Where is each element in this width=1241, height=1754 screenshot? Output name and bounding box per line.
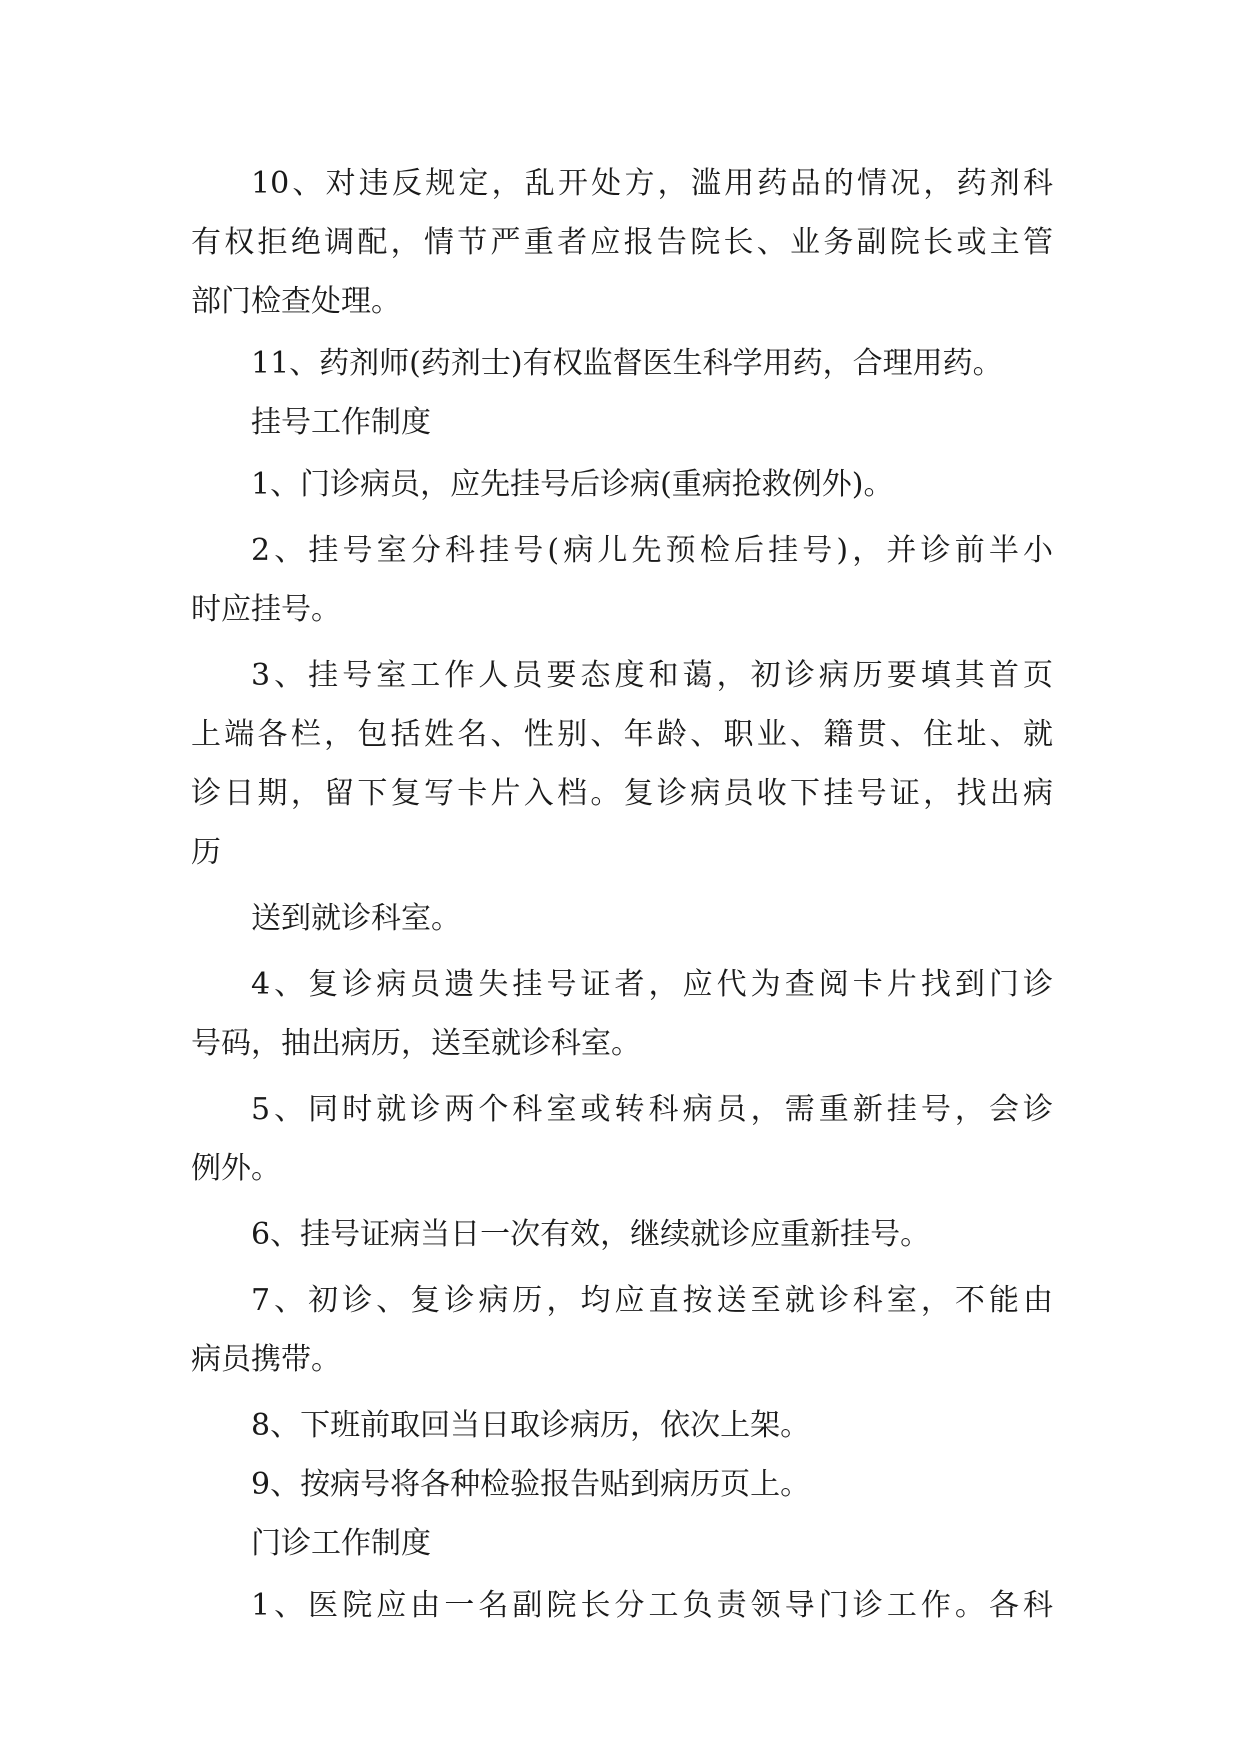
paragraph-line: 时应挂号。 (191, 592, 341, 627)
paragraph-line: 8、下班前取回当日取诊病历，依次上架。 (251, 1408, 811, 1443)
section-heading: 挂号工作制度 (251, 405, 431, 440)
paragraph-line: 部门检查处理。 (191, 284, 401, 319)
paragraph-line: 病员携带。 (191, 1342, 341, 1377)
document-body (191, 154, 1053, 1635)
paragraph-line: 4、复诊病员遗失挂号证者，应代为查阅卡片找到门诊 (251, 967, 1053, 1002)
paragraph-line: 6、挂号证病当日一次有效，继续就诊应重新挂号。 (251, 1217, 931, 1252)
paragraph-line: 11、药剂师(药剂士)有权监督医生科学用药，合理用药。 (251, 346, 1003, 381)
paragraph-line: 号码，抽出病历，送至就诊科室。 (191, 1026, 641, 1061)
paragraph-line: 7、初诊、复诊病历，均应直按送至就诊科室，不能由 (251, 1283, 1053, 1318)
paragraph-line: 1、门诊病员，应先挂号后诊病(重病抢救例外)。 (251, 467, 894, 502)
paragraph-line: 3、挂号室工作人员要态度和蔼，初诊病历要填其首页 (251, 658, 1053, 693)
paragraph-line: 送到就诊科室。 (251, 901, 461, 936)
paragraph-line: 诊日期，留下复写卡片入档。复诊病员收下挂号证，找出病 (191, 776, 1053, 811)
paragraph-line: 2、挂号室分科挂号(病儿先预检后挂号)，并诊前半小 (251, 533, 1053, 568)
section-heading: 门诊工作制度 (251, 1526, 431, 1561)
paragraph-line: 历 (191, 835, 221, 870)
paragraph-line: 1、医院应由一名副院长分工负责领导门诊工作。各科 (251, 1588, 1053, 1623)
paragraph-line: 5、同时就诊两个科室或转科病员，需重新挂号，会诊 (251, 1092, 1053, 1127)
paragraph-line: 10、对违反规定，乱开处方，滥用药品的情况，药剂科 (251, 166, 1053, 201)
paragraph-line: 上端各栏，包括姓名、性别、年龄、职业、籍贯、住址、就 (191, 717, 1053, 752)
paragraph-line: 9、按病号将各种检验报告贴到病历页上。 (251, 1467, 811, 1502)
paragraph-line: 有权拒绝调配，情节严重者应报告院长、业务副院长或主管 (191, 225, 1053, 260)
paragraph-line: 例外。 (191, 1151, 281, 1186)
